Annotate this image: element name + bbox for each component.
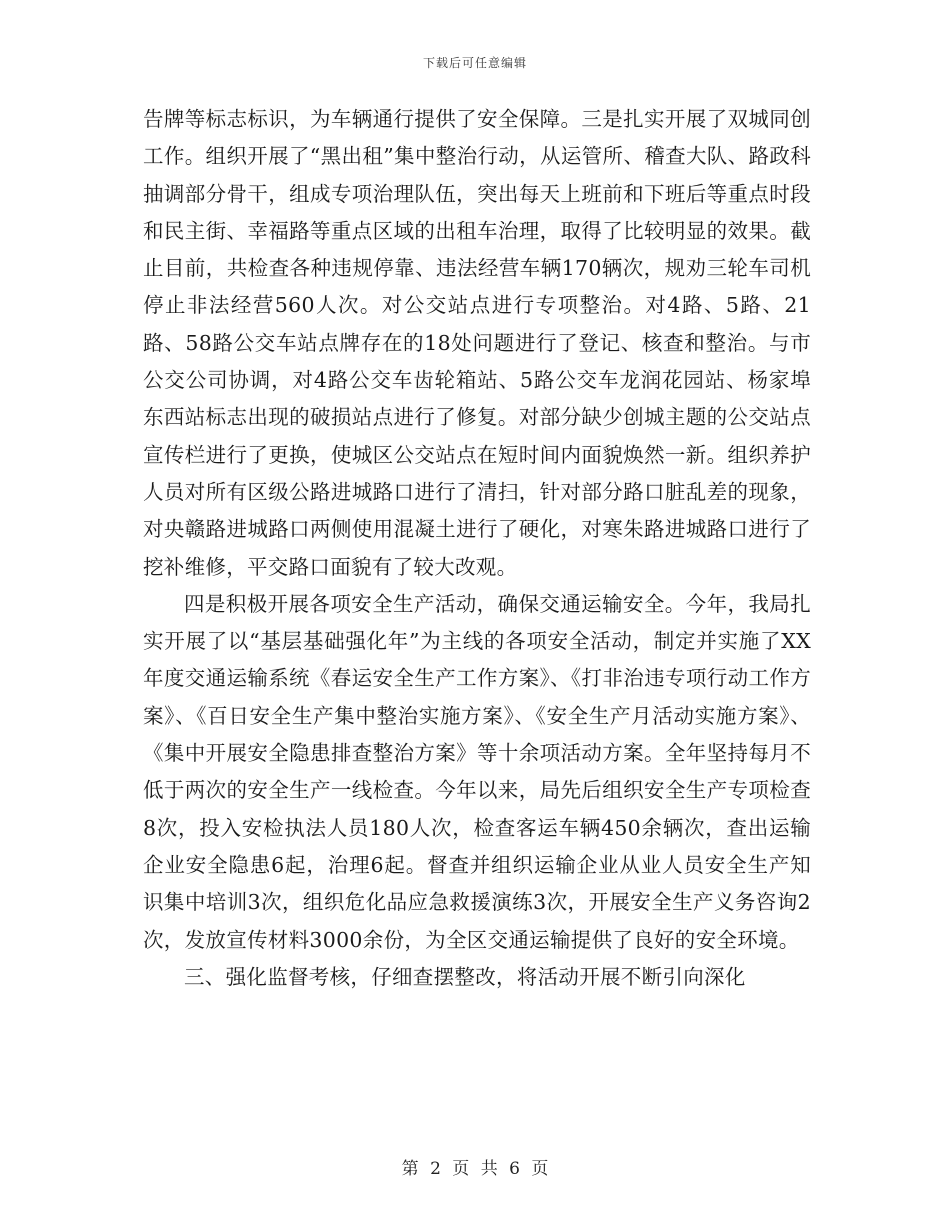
section-heading-3: 三、强化监督考核，仔细查摆整改，将活动开展不断引向深化 [184, 964, 746, 989]
paragraph-safety-production: 四是积极开展各项安全生产活动，确保交通运输安全。今年，我局扎实开展了以“基层基础强化年”为主线的各项安全活动，制定并实施了XX年度交通运输系统《春运安全生产工作方案》、《打非治违专项行动工作方案》、《百日安全生产集中整治实施方案》、《安全生产月活动实施方案》、《集中开展安全隐患排查整治方案》等十余项活动方案。全年坚持每月不低于两次的安全生产一线检查。今年以来，局先后组织安全生产专项检查8次，投入安检执法人员180人次，检查客运车辆450余辆次，查出运输企业安全隐患6起，治理6起。督查并组织运输企业从业人员安全生产知识集中培训3次，组织危化品应急救援演练3次，开展安全生产义务咨询2次，发放宣传材料3000余份，为全区交通运输提供了良好的安全环境。 [143, 591, 811, 952]
document-body [143, 101, 811, 996]
page-number: 第 2 页 共 6 页 [401, 1159, 549, 1179]
paragraph-continued: 告牌等标志标识，为车辆通行提供了安全保障。三是扎实开展了双城同创工作。组织开展了“黑出租”集中整治行动，从运管所、稽查大队、路政科抽调部分骨干，组成专项治理队伍，突出每天上班前和下班后等重点时段和民主街、幸福路等重点区域的出租车治理，取得了比较明显的效果。截止目前，共检查各种违规停靠、违法经营车辆170辆次，规劝三轮车司机停止非法经营560人次。对公交站点进行专项整治。对4路、5路、21路、58路公交车站点牌存在的18处问题进行了登记、核查和整治。与市公交公司协调，对4路公交车齿轮箱站、5路公交车龙润花园站、杨家埠东西站标志出现的破损站点进行了修复。对部分缺少创城主题的公交站点宣传栏进行了更换，使城区公交站点在短时间内面貌焕然一新。组织养护人员对所有区级公路进城路口进行了清扫，针对部分路口脏乱差的现象，对央赣路进城路口两侧使用混凝土进行了硬化，对寒朱路进城路口进行了挖补维修，平交路口面貌有了较大改观。 [143, 107, 811, 579]
header-note: 下载后可任意编辑 [422, 56, 527, 70]
